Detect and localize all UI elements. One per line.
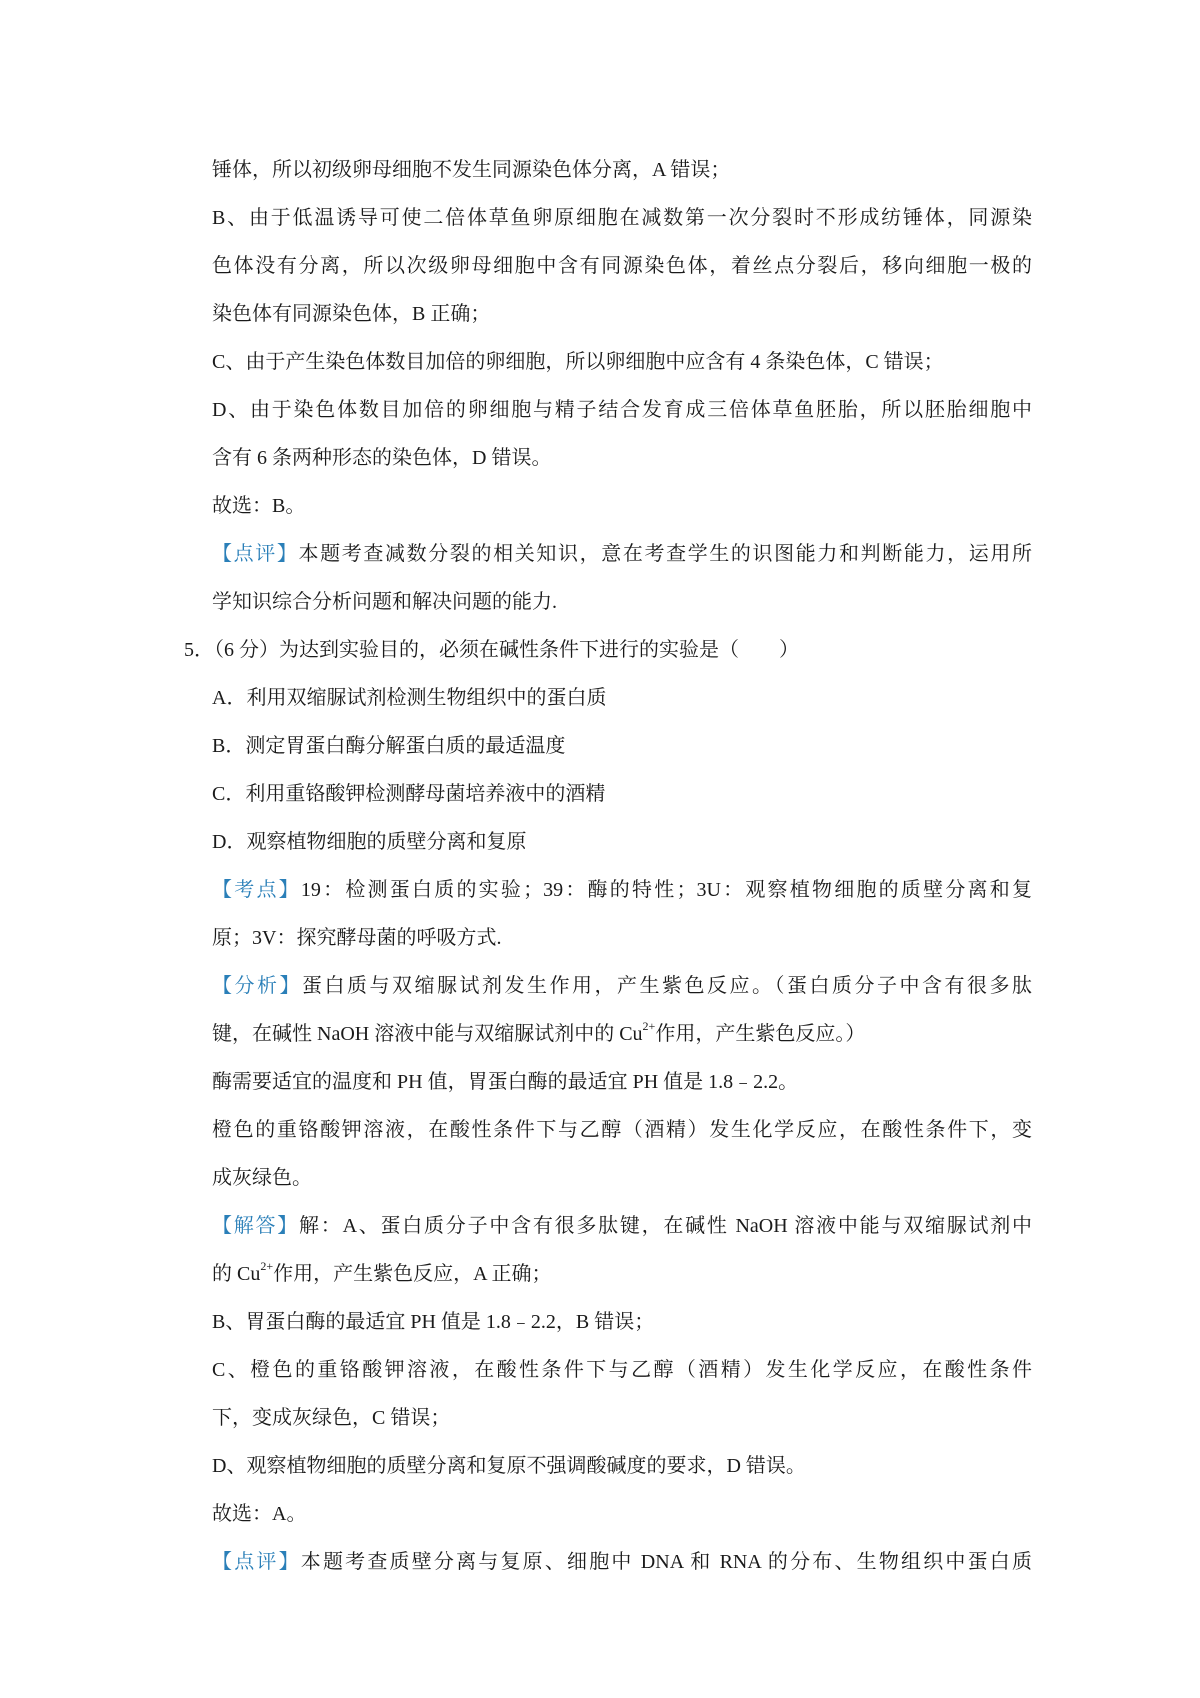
- section-tag: 【分析】: [212, 975, 302, 997]
- question-stem: 5．（6 分）为达到实验目的，必须在碱性条件下进行的实验是（ ）: [184, 639, 799, 661]
- option-a: A．利用双缩脲试剂检测生物组织中的蛋白质: [212, 687, 607, 709]
- line-text: 作用，产生紫色反应。）: [655, 1023, 866, 1045]
- text-line: 学知识综合分析问题和解决问题的能力.: [212, 591, 557, 613]
- text-line: C、由于产生染色体数目加倍的卵细胞，所以卵细胞中应含有 4 条染色体，C 错误；: [212, 351, 944, 373]
- text-line: 锤体，所以初级卵母细胞不发生同源染色体分离，A 错误；: [212, 159, 731, 181]
- text-line: 成灰绿色。: [212, 1167, 312, 1189]
- text-line: 故选：B。: [212, 495, 306, 517]
- line-text: 解：A、蛋白质分子中含有很多肽键，在碱性 NaOH 溶液中能与双缩脲试剂中: [299, 1215, 1033, 1237]
- text-line: [212, 1260, 1032, 1288]
- text-line: 原；3V：探究酵母菌的呼吸方式.: [212, 927, 502, 949]
- text-line: B、由于低温诱导可使二倍体草鱼卵原细胞在减数第一次分裂时不形成纺锤体，同源染: [212, 207, 1032, 229]
- option-b: B．测定胃蛋白酶分解蛋白质的最适温度: [212, 735, 566, 757]
- line-text: 作用，产生紫色反应，A 正确；: [273, 1263, 552, 1285]
- option-d: D．观察植物细胞的质壁分离和复原: [212, 831, 527, 853]
- section-tag: 【解答】: [212, 1215, 300, 1237]
- text-line: 含有 6 条两种形态的染色体，D 错误。: [212, 447, 552, 469]
- superscript: 2+: [260, 1259, 274, 1274]
- line-text: 的 Cu: [212, 1263, 261, 1285]
- option-c: C．利用重铬酸钾检测酵母菌培养液中的酒精: [212, 783, 606, 805]
- text-line: D、由于染色体数目加倍的卵细胞与精子结合发育成三倍体草鱼胚胎，所以胚胎细胞中: [212, 399, 1032, 421]
- knowledge-point-line: [212, 876, 1032, 904]
- section-tag: 【点评】: [212, 543, 299, 565]
- line-text: 本题考查质壁分离与复原、细胞中 DNA 和 RNA 的分布、生物组织中蛋白质: [300, 1551, 1032, 1573]
- text-line: 橙色的重铬酸钾溶液，在酸性条件下与乙醇（酒精）发生化学反应，在酸性条件下，变: [212, 1119, 1032, 1141]
- text-line: 下，变成灰绿色，C 错误；: [212, 1407, 451, 1429]
- text-line: 故选：A。: [212, 1503, 307, 1525]
- answer-line: [212, 1212, 1032, 1240]
- text-line: [212, 1020, 1032, 1048]
- text-line: 染色体有同源染色体，B 正确；: [212, 303, 491, 325]
- section-tag: 【点评】: [212, 1551, 301, 1573]
- text-line: B、胃蛋白酶的最适宜 PH 值是 1.8﹣2.2，B 错误；: [212, 1311, 655, 1333]
- text-line: C、橙色的重铬酸钾溶液，在酸性条件下与乙醇（酒精）发生化学反应，在酸性条件: [212, 1359, 1032, 1381]
- text-line: D、观察植物细胞的质壁分离和复原不强调酸碱度的要求，D 错误。: [212, 1455, 806, 1477]
- line-text: 本题考查减数分裂的相关知识，意在考查学生的识图能力和判断能力，运用所: [298, 543, 1033, 565]
- superscript: 2+: [642, 1019, 656, 1034]
- text-line: 酶需要适宜的温度和 PH 值，胃蛋白酶的最适宜 PH 值是 1.8﹣2.2。: [212, 1071, 799, 1093]
- comment-line: [212, 540, 1032, 568]
- analysis-line: [212, 972, 1032, 1000]
- section-tag: 【考点】: [212, 879, 301, 901]
- line-text: 键，在碱性 NaOH 溶液中能与双缩脲试剂中的 Cu: [212, 1023, 643, 1045]
- text-line: 色体没有分离，所以次级卵母细胞中含有同源染色体，着丝点分裂后，移向细胞一极的: [212, 255, 1032, 277]
- line-text: 19：检测蛋白质的实验；39：酶的特性；3U：观察植物细胞的质壁分离和复: [300, 879, 1032, 901]
- comment-line: [212, 1548, 1032, 1576]
- line-text: 蛋白质与双缩脲试剂发生作用，产生紫色反应。（蛋白质分子中含有很多肽: [302, 975, 1032, 997]
